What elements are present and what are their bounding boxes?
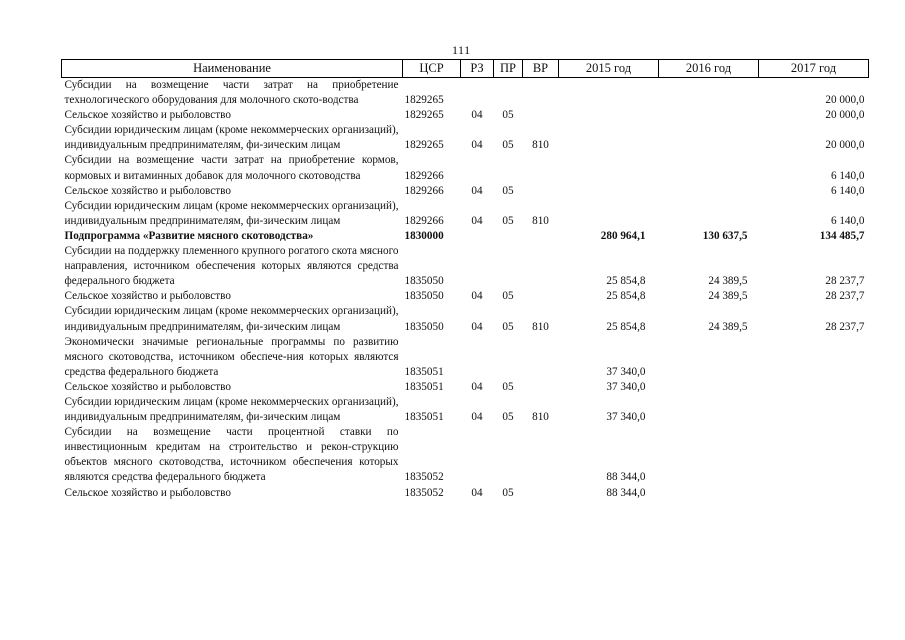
cell-y2015 xyxy=(559,199,659,229)
cell-name: Сельское хозяйство и рыболовство xyxy=(64,109,231,122)
table-row xyxy=(62,395,869,425)
cell-y2015: 37 340,0 xyxy=(606,365,646,378)
cell-y2017 xyxy=(759,486,869,501)
page-number: 111 xyxy=(452,43,471,57)
cell-y2016 xyxy=(659,184,759,199)
cell-name: Субсидии на возмещение части затрат на приобретение технологического оборудования для молочного ското-водства xyxy=(64,79,399,107)
header-rz: РЗ xyxy=(461,60,494,78)
cell-rz: 04 xyxy=(471,411,483,424)
cell-pr: 05 xyxy=(502,214,514,227)
cell-csr: 1829265 xyxy=(404,109,444,122)
cell-y2016 xyxy=(659,425,759,485)
cell-name: Субсидии юридическим лицам (кроме некоммерческих организаций), индивидуальным предпринимателям, фи-зическим лицам xyxy=(64,199,399,227)
table-row xyxy=(62,108,869,123)
cell-rz xyxy=(461,229,494,244)
table-row xyxy=(62,486,869,501)
cell-y2017: 28 237,7 xyxy=(825,275,865,288)
cell-y2017: 20 000,0 xyxy=(825,109,865,122)
cell-rz: 04 xyxy=(471,486,483,499)
cell-csr: 1829265 xyxy=(404,139,444,152)
cell-y2015: 88 344,0 xyxy=(606,486,646,499)
cell-y2016 xyxy=(659,335,759,380)
cell-name: Субсидии на возмещение части затрат на приобретение кормов, кормовых и витаминных добавок для молочного скотоводства xyxy=(64,154,399,182)
cell-pr xyxy=(494,425,523,485)
cell-y2017: 6 140,0 xyxy=(830,184,865,197)
header-csr: ЦСР xyxy=(403,60,461,78)
cell-rz: 04 xyxy=(471,184,483,197)
cell-vr xyxy=(523,244,559,289)
cell-csr: 1835051 xyxy=(404,365,444,378)
header-2016: 2016 год xyxy=(659,60,759,78)
table-row xyxy=(62,335,869,380)
cell-y2016 xyxy=(659,395,759,425)
table-body xyxy=(62,78,869,501)
cell-y2017 xyxy=(759,335,869,380)
cell-y2017: 20 000,0 xyxy=(825,139,865,152)
cell-y2016 xyxy=(659,78,759,109)
cell-vr: 810 xyxy=(532,411,549,424)
cell-y2016 xyxy=(659,123,759,153)
cell-y2017: 20 000,0 xyxy=(825,94,865,107)
table-row xyxy=(62,304,869,334)
cell-rz: 04 xyxy=(471,139,483,152)
cell-y2017: 28 237,7 xyxy=(825,320,865,333)
cell-vr xyxy=(523,380,559,395)
cell-y2015 xyxy=(559,123,659,153)
cell-rz: 04 xyxy=(471,214,483,227)
cell-y2016: 24 389,5 xyxy=(708,290,748,303)
cell-y2016 xyxy=(659,380,759,395)
cell-pr xyxy=(494,78,523,109)
cell-name: Субсидии юридическим лицам (кроме некоммерческих организаций), индивидуальным предпринимателям, фи-зическим лицам xyxy=(64,395,399,424)
cell-pr xyxy=(494,244,523,289)
cell-csr: 1829266 xyxy=(404,214,444,227)
header-pr: ПР xyxy=(494,60,523,78)
cell-csr: 1835051 xyxy=(404,380,444,393)
cell-y2015: 25 854,8 xyxy=(606,290,646,303)
table-row xyxy=(62,229,869,244)
cell-pr xyxy=(494,229,523,244)
cell-y2015: 37 340,0 xyxy=(606,380,646,393)
cell-csr: 1835051 xyxy=(404,411,444,424)
cell-vr xyxy=(523,486,559,501)
cell-y2016 xyxy=(659,486,759,501)
cell-y2017: 6 140,0 xyxy=(830,169,865,182)
cell-y2016 xyxy=(659,199,759,229)
header-2015: 2015 год xyxy=(559,60,659,78)
cell-name: Подпрограмма «Развитие мясного скотоводства» xyxy=(64,229,314,242)
cell-y2017 xyxy=(759,380,869,395)
cell-vr: 810 xyxy=(532,214,549,227)
cell-pr: 05 xyxy=(502,139,514,152)
cell-csr: 1835052 xyxy=(404,471,444,484)
cell-vr xyxy=(523,335,559,380)
cell-vr xyxy=(523,229,559,244)
cell-y2016: 130 637,5 xyxy=(702,229,748,242)
table-row xyxy=(62,244,869,289)
header-vr: ВР xyxy=(523,60,559,78)
cell-y2015: 25 854,8 xyxy=(606,275,646,288)
cell-rz: 04 xyxy=(471,109,483,122)
cell-pr: 05 xyxy=(502,109,514,122)
cell-name: Субсидии на возмещение части процентной ставки по инвестиционным кредитам на строительство и рекон-струкцию объектов мясного скотоводства, источником обеспечения которых являются средства федерального бюджета xyxy=(64,426,399,484)
cell-name: Сельское хозяйство и рыболовство xyxy=(64,184,231,197)
cell-y2015 xyxy=(559,78,659,109)
table-row xyxy=(62,78,869,109)
cell-csr: 1835052 xyxy=(404,486,444,499)
cell-csr: 1829265 xyxy=(404,94,444,107)
header-name: Наименование xyxy=(62,60,403,78)
cell-rz: 04 xyxy=(471,320,483,333)
cell-y2015: 25 854,8 xyxy=(606,320,646,333)
cell-vr xyxy=(523,153,559,183)
cell-csr: 1835050 xyxy=(404,320,444,333)
cell-y2017: 6 140,0 xyxy=(830,214,865,227)
cell-rz xyxy=(461,153,494,183)
cell-vr xyxy=(523,108,559,123)
cell-csr: 1835050 xyxy=(404,290,444,303)
cell-name: Сельское хозяйство и рыболовство xyxy=(64,380,231,393)
cell-y2016: 24 389,5 xyxy=(708,275,748,288)
cell-y2017 xyxy=(759,425,869,485)
cell-y2015: 88 344,0 xyxy=(606,471,646,484)
cell-rz: 04 xyxy=(471,290,483,303)
cell-pr xyxy=(494,335,523,380)
cell-csr: 1829266 xyxy=(404,184,444,197)
cell-rz: 04 xyxy=(471,380,483,393)
cell-csr: 1830000 xyxy=(404,229,444,242)
cell-pr: 05 xyxy=(502,411,514,424)
cell-name: Субсидии юридическим лицам (кроме некоммерческих организаций), индивидуальным предпринимателям, фи-зическим лицам xyxy=(64,124,399,152)
cell-vr: 810 xyxy=(532,320,549,333)
cell-y2017 xyxy=(759,395,869,425)
cell-pr: 05 xyxy=(502,486,514,499)
cell-name: Сельское хозяйство и рыболовство xyxy=(64,290,231,303)
table-row xyxy=(62,184,869,199)
table-row xyxy=(62,289,869,304)
cell-y2016: 24 389,5 xyxy=(708,320,748,333)
table-row xyxy=(62,153,869,183)
table-row xyxy=(62,425,869,485)
cell-pr: 05 xyxy=(502,290,514,303)
cell-y2015 xyxy=(559,184,659,199)
table-header xyxy=(62,60,869,78)
header-2017: 2017 год xyxy=(759,60,869,78)
cell-name: Субсидии на поддержку племенного крупного рогатого скота мясного направления, источником обеспечения которых являются средства федерального бюджета xyxy=(64,245,399,288)
table-row xyxy=(62,199,869,229)
cell-name: Сельское хозяйство и рыболовство xyxy=(64,486,231,499)
cell-name: Экономически значимые региональные программы по развитию мясного скотоводства, источником обеспече-ния которых являются средства федерального бюджета xyxy=(64,335,399,378)
cell-vr: 810 xyxy=(532,139,549,152)
cell-csr: 1835050 xyxy=(404,275,444,288)
cell-rz xyxy=(461,425,494,485)
cell-y2017: 28 237,7 xyxy=(825,290,865,303)
cell-pr: 05 xyxy=(502,380,514,393)
cell-pr xyxy=(494,153,523,183)
cell-vr xyxy=(523,289,559,304)
cell-name: Субсидии юридическим лицам (кроме некоммерческих организаций), индивидуальным предпринимателям, фи-зическим лицам xyxy=(64,305,399,333)
cell-y2015: 280 964,1 xyxy=(600,229,646,242)
cell-rz xyxy=(461,78,494,109)
cell-y2016 xyxy=(659,153,759,183)
cell-csr: 1829266 xyxy=(404,169,444,182)
cell-y2015 xyxy=(559,108,659,123)
cell-pr: 05 xyxy=(502,320,514,333)
cell-vr xyxy=(523,184,559,199)
cell-y2016 xyxy=(659,108,759,123)
cell-pr: 05 xyxy=(502,184,514,197)
table-row xyxy=(62,380,869,395)
cell-vr xyxy=(523,425,559,485)
cell-rz xyxy=(461,244,494,289)
table-row xyxy=(62,123,869,153)
budget-table xyxy=(61,59,869,501)
cell-y2017: 134 485,7 xyxy=(819,229,865,242)
cell-rz xyxy=(461,335,494,380)
cell-vr xyxy=(523,78,559,109)
cell-y2015 xyxy=(559,153,659,183)
cell-y2015: 37 340,0 xyxy=(606,411,646,424)
